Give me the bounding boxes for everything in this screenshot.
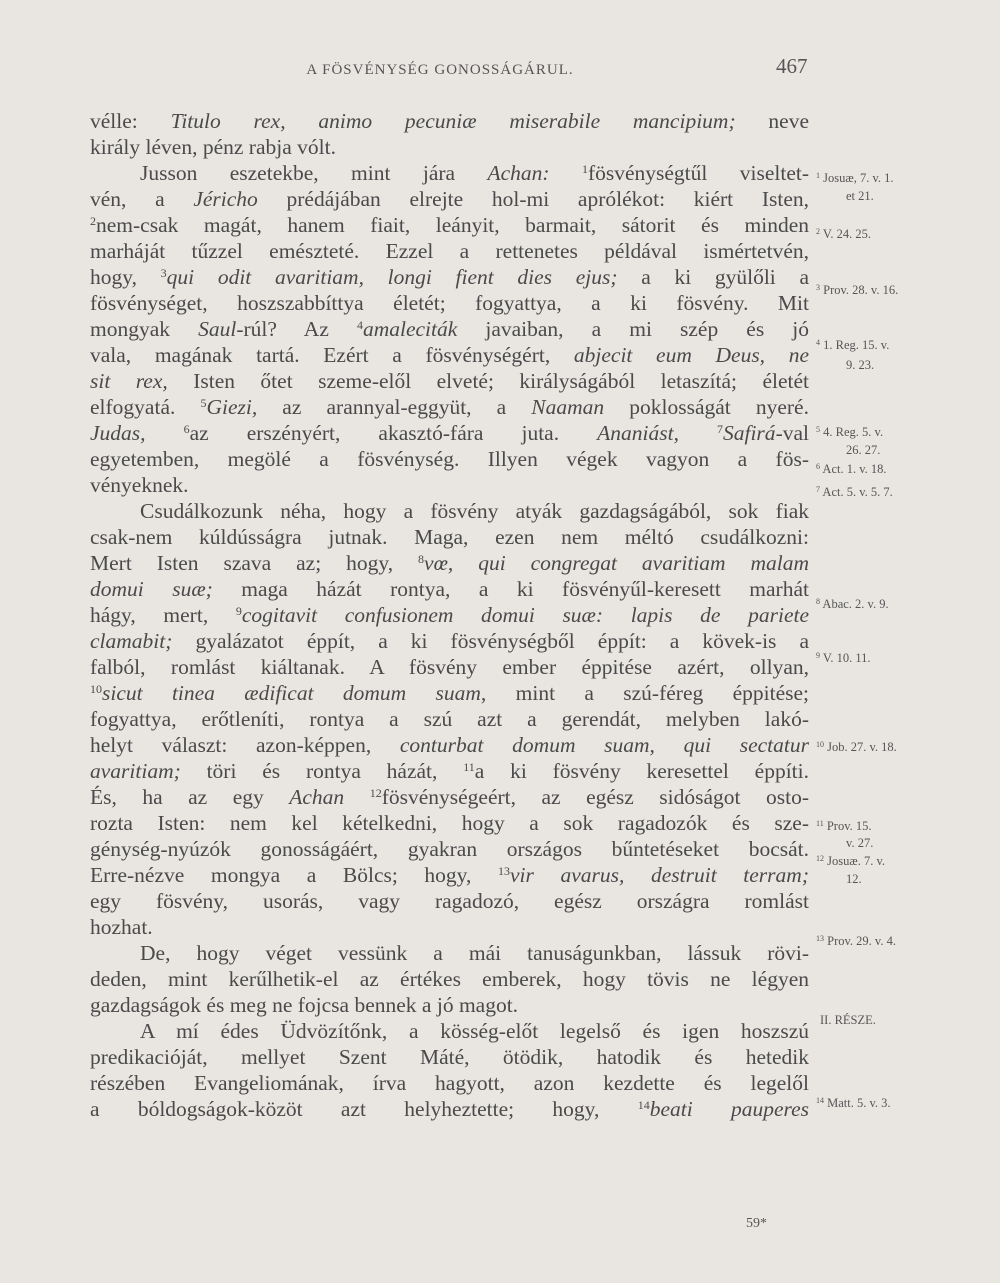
margin-note: $^9$ V. 10. 11. — [816, 651, 871, 665]
text-line: fösvénységet, hoszszabbíttya életét; fogyattya, a ki fösvény. Mit — [90, 291, 809, 315]
text-line: vélle: Titulo rex, animo pecuniæ miserabile mancipium; neve — [90, 109, 810, 133]
text-line: A mí édes Üdvözítőnk, a kösség-előt legelső és igen hoszszú — [140, 1019, 809, 1043]
text-line: De, hogy véget vessünk a mái tanuságunkban, lássuk rövi- — [140, 941, 809, 965]
text-line: hogy, $^3$qui odit avaritiam, longi fient dies ejus; a ki gyülőli a — [90, 265, 809, 289]
margin-note: $^{12}$ Josuæ. 7. v. — [816, 854, 886, 868]
section-marker: II. RÉSZE. — [820, 1013, 876, 1027]
margin-note: v. 27. — [846, 836, 874, 850]
text-line: És, ha az egy Achan $^{12}$fösvénységeért, az egész sidóságot osto- — [90, 785, 810, 809]
text-line: domui suæ; maga házát rontya, a ki fösvényűl-keresett marhát — [90, 577, 809, 601]
margin-note: $^3$ Prov. 28. v. 16. — [816, 283, 899, 297]
margin-note: $^7$ Act. 5. v. 5. 7. — [816, 485, 893, 499]
text-line: csak-nem kúldússágra jutnak. Maga, ezen nem méltó csudálkozni: — [90, 525, 809, 549]
text-line: Judas, $^6$az erszényért, akasztó-fára juta. Ananiást, $^7$Safirá-val — [90, 421, 809, 445]
text-line: gazdagságok és meg ne fojcsa bennek a jó magot. — [90, 993, 519, 1017]
margin-note: 12. — [846, 872, 862, 886]
text-line: mongyak Saul-rúl? Az $^4$amaleciták javaiban, a mi szép és jó — [90, 317, 809, 341]
text-line: génység-nyúzók gonosságáért, gyakran országos bűntetéseket bocsát. — [90, 837, 809, 861]
margin-note: $^4$ 1. Reg. 15. v. — [816, 338, 890, 352]
text-line: Erre-nézve mongya a Bölcs; hogy, $^{13}$vir avarus, destruit terram; — [90, 863, 809, 887]
text-line: Csudálkozunk néha, hogy a fösvény atyák gazdagságából, sok fiak — [140, 499, 809, 523]
text-line: clamabit; gyalázatot éppít, a ki fösvénységből éppít: a kövek-is a — [90, 629, 809, 653]
margin-note: $^5$ 4. Reg. 5. v. — [816, 425, 884, 439]
page-number: 467 — [776, 54, 808, 78]
text-line: vala, magának tartá. Ezért a fösvénységért, abjecit eum Deus, ne — [90, 343, 809, 367]
text-line: hozhat. — [90, 915, 153, 939]
text-line: sit rex, Isten őtet szeme-elől elveté; királyságából letaszítá; életét — [90, 369, 810, 393]
printer-signature: 59* — [746, 1216, 767, 1231]
margin-note: 26. 27. — [846, 443, 881, 457]
text-line: hágy, mert, $^9$cogitavit confusionem domui suæ: lapis de pariete — [90, 603, 809, 627]
text-line: rozta Isten: nem kel kételkedni, hogy a sok ragadozók és sze- — [90, 811, 809, 835]
text-line: helyt választ: azon-képpen, conturbat domum suam, qui sectatur — [90, 733, 809, 757]
margin-note: $^{14}$ Matt. 5. v. 3. — [816, 1096, 891, 1110]
margin-note: $^2$ V. 24. 25. — [816, 227, 871, 241]
text-line: marháját tűzzel emészteté. Ezzel a rettenetes példával ismértetvén, — [90, 239, 809, 263]
text-line: falból, romlást kiáltanak. A fösvény ember éppitése azért, ollyan, — [90, 655, 809, 679]
margin-note: $^{11}$ Prov. 15. — [816, 819, 872, 833]
text-line: egyetemben, megölé a fösvénység. Illyen végek vagyon a fös- — [90, 447, 809, 471]
text-line: elfogyatá. $^5$Giezi, az arannyal-eggyüt, a Naaman poklosságát nyeré. — [90, 395, 809, 419]
margin-note: $^8$ Abac. 2. v. 9. — [816, 597, 889, 611]
text-line: fogyattya, erőtleníti, rontya a szú azt a gerendát, melyben lakó- — [90, 707, 809, 731]
margin-note: et 21. — [846, 189, 874, 203]
text-line: predikacióját, mellyet Szent Máté, ötödik, hatodik és hetedik — [90, 1045, 809, 1069]
text-line: avaritiam; töri és rontya házát, $^{11}$a ki fösvény keresettel éppíti. — [90, 759, 810, 783]
text-line: Jusson eszetekbe, mint jára Achan: $^1$fösvénységtűl viseltet- — [140, 161, 810, 185]
margin-note: $^1$ Josuæ, 7. v. 1. — [816, 171, 894, 185]
text-line: $^{10}$sicut tinea ædificat domum suam, mint a szú-féreg éppitése; — [90, 681, 809, 705]
text-line: deden, mint kerűlhetik-el az értékes emberek, hogy tövis ne légyen — [90, 967, 809, 991]
text-line: vényeknek. — [90, 473, 189, 497]
margin-note: $^{13}$ Prov. 29. v. 4. — [816, 934, 896, 948]
text-line: király léven, pénz rabja vólt. — [90, 135, 336, 159]
text-line: részében Evangeliomának, írva hagyott, azon kezdette és legelől — [90, 1071, 809, 1095]
margin-note: $^{10}$ Job. 27. v. 18. — [816, 740, 897, 754]
running-header: A FÖSVÉNYSÉG GONOSSÁGÁRUL. — [306, 62, 574, 78]
margin-note: 9. 23. — [846, 358, 875, 372]
margin-note: $^6$ Act. 1. v. 18. — [816, 462, 887, 476]
text-line: $^2$nem-csak magát, hanem fiait, leányit, barmait, sátorit és minden — [90, 213, 809, 237]
text-line: a bóldogságok-közöt azt helyheztette; hogy, $^{14}$beati pauperes — [90, 1097, 809, 1121]
text-line: Mert Isten szava az; hogy, $^8$vœ, qui congregat avaritiam malam — [90, 551, 809, 575]
text-line: vén, a Jéricho prédájában elrejte hol-mi aprólékot: kiért Isten, — [90, 187, 809, 211]
text-line: egy fösvény, usorás, vagy ragadozó, egész országra romlást — [90, 889, 809, 913]
